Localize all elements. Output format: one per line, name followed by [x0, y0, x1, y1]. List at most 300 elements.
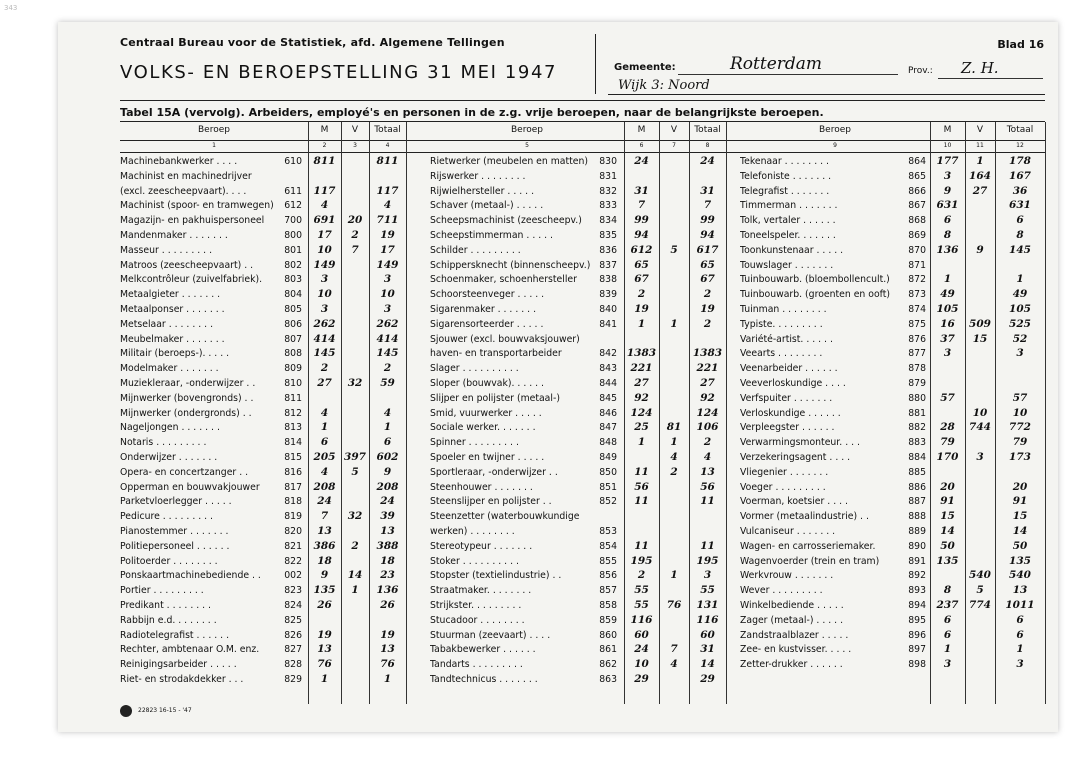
total-count: 19: [380, 628, 395, 641]
male-count: 76: [317, 658, 332, 671]
male-count: 60: [634, 628, 649, 641]
table-row: [740, 585, 1045, 599]
occupation-code: 893: [908, 585, 926, 597]
occupation-label: Touwslager . . . . . . .: [740, 259, 834, 271]
male-count: 10: [317, 243, 332, 256]
male-count: 24: [634, 643, 649, 656]
total-count: 36: [1012, 184, 1028, 197]
occupation-code: 861: [599, 644, 617, 656]
occupation-code: 851: [599, 481, 617, 493]
occupation-code: 885: [908, 466, 926, 478]
table-row: [430, 585, 726, 599]
table-row: [430, 230, 726, 244]
occupation-label: Machinist (spoor- en tramwegen): [120, 200, 274, 212]
header-divider: [595, 34, 596, 94]
female-count: 509: [969, 317, 991, 330]
female-count: 1: [976, 155, 984, 167]
occupation-label: Wagenvoerder (trein en tram): [740, 555, 880, 567]
table-row: [740, 200, 1045, 214]
total-count: 3: [1016, 658, 1024, 671]
occupation-label: Tuinbouwarb. (groenten en ooft): [740, 289, 891, 301]
occupation-label: Portier . . . . . . . . .: [120, 585, 204, 597]
male-count: 177: [936, 155, 959, 167]
occupation-code: 809: [284, 363, 302, 375]
table-row: [120, 541, 406, 555]
male-count: 3: [320, 303, 329, 315]
occupation-label: Wever . . . . . . . . .: [740, 585, 823, 597]
table-row: [120, 496, 406, 510]
total-count: 617: [696, 243, 719, 256]
female-count: 1: [670, 569, 678, 582]
total-count: 23: [380, 569, 395, 582]
occupation-code: 871: [908, 259, 926, 271]
corner-mark: 343: [4, 4, 18, 12]
occupation-code: 800: [284, 230, 302, 241]
occupation-label: Rijwielhersteller . . . . .: [430, 185, 535, 197]
total-count: 602: [376, 451, 399, 463]
occupation-label: Vulcaniseur . . . . . . .: [740, 526, 836, 537]
table-row: [430, 467, 726, 481]
table-row: [740, 245, 1045, 259]
column-header: V: [670, 125, 678, 135]
occupation-label: Telefoniste . . . . . . .: [740, 170, 832, 182]
occupation-code: 002: [284, 570, 302, 582]
female-count: 5: [351, 465, 359, 478]
column-number: 2: [322, 142, 327, 149]
occupation-code: 865: [908, 170, 926, 182]
printer-code: 22823 16-15 - '47: [138, 707, 192, 714]
total-count: 131: [696, 599, 719, 611]
occupation-code: 810: [284, 378, 302, 389]
occupation-code: 834: [599, 215, 617, 227]
total-count: 414: [376, 332, 399, 345]
occupation-label: Mijnwerker (ondergronds) . .: [120, 407, 252, 419]
total-count: 99: [700, 214, 715, 227]
female-count: 1: [670, 436, 678, 449]
printer-stamp-icon: [120, 705, 132, 717]
female-count: 1: [670, 317, 678, 330]
male-count: 3: [943, 347, 952, 360]
table-row: [120, 334, 406, 348]
occupation-label: Pedicure . . . . . . . . .: [120, 511, 214, 523]
total-count: 6: [383, 436, 392, 449]
male-count: 386: [313, 539, 336, 552]
occupation-label: Militair (beroeps-). . . . .: [120, 348, 230, 360]
female-count: 4: [670, 451, 678, 463]
occupation-code: 840: [599, 304, 617, 315]
occupation-label: Telegrafist . . . . . . .: [740, 185, 830, 197]
female-count: 27: [972, 184, 988, 197]
total-count: 1: [383, 421, 392, 434]
occupation-code: 863: [599, 674, 617, 685]
total-count: 3: [383, 303, 392, 315]
male-count: 237: [936, 599, 959, 611]
total-count: 149: [376, 258, 399, 271]
occupation-code: 859: [599, 614, 617, 626]
occupation-code: 824: [284, 600, 302, 611]
occupation-code: 803: [284, 274, 302, 286]
total-count: 2: [703, 436, 712, 449]
male-count: 11: [634, 465, 649, 478]
occupation-label: haven- en transportarbeider: [430, 348, 562, 360]
total-count: 18: [380, 554, 395, 567]
male-count: 9: [943, 184, 952, 197]
table-row: [120, 674, 406, 688]
occupation-code: 822: [284, 555, 302, 567]
occupation-label: Rietwerker (meubelen en matten): [430, 156, 589, 167]
table-row: [430, 659, 726, 673]
male-count: 29: [634, 673, 649, 685]
male-count: 262: [313, 317, 336, 330]
occupation-label: Toneelspeler. . . . . . .: [740, 230, 836, 241]
table-row: [120, 570, 406, 584]
female-count: 3: [976, 451, 984, 463]
male-count: 67: [634, 273, 649, 286]
table-row: [740, 437, 1045, 451]
occupation-label: Meubelmaker . . . . . . .: [120, 333, 225, 345]
total-count: 136: [376, 584, 399, 597]
occupation-code: 811: [284, 392, 302, 404]
table-row: [430, 363, 726, 377]
table-row: [430, 526, 726, 540]
male-count: 1: [943, 273, 952, 286]
total-count: 631: [1009, 199, 1031, 212]
gemeente-value: Rotterdam: [730, 54, 823, 74]
occupation-code: 889: [908, 526, 926, 537]
male-count: 55: [634, 584, 649, 597]
occupation-label: Straatmaker. . . . . . . .: [430, 585, 532, 597]
table-row: [430, 319, 726, 333]
table-row: [120, 437, 406, 451]
occupation-code: 894: [908, 600, 926, 611]
male-count: 25: [634, 421, 649, 434]
occupation-code: 818: [284, 496, 302, 508]
total-count: 6: [1016, 613, 1024, 626]
table-row: [740, 334, 1045, 348]
male-count: 28: [940, 421, 955, 434]
table-row: [120, 171, 406, 185]
occupation-label: Tekenaar . . . . . . . .: [740, 156, 829, 167]
table-row: [430, 570, 726, 584]
table-row: [740, 526, 1045, 540]
total-count: 39: [380, 510, 395, 523]
male-count: 3: [943, 658, 952, 671]
occupation-code: 814: [284, 437, 302, 449]
table-row: [740, 363, 1045, 377]
total-count: 173: [1009, 451, 1031, 463]
total-count: 4: [383, 406, 392, 419]
occupation-code: 833: [599, 200, 617, 212]
table-row: [740, 378, 1045, 392]
occupation-label: Zee- en kustvisser. . . . .: [740, 644, 852, 656]
total-count: 9: [383, 465, 392, 478]
male-count: 8: [943, 584, 952, 597]
male-count: 15: [940, 510, 955, 523]
occupation-code: 845: [599, 392, 617, 404]
total-count: 145: [376, 347, 399, 360]
female-count: 5: [670, 243, 678, 256]
occupation-label: Sloper (bouwvak). . . . . .: [430, 378, 545, 389]
table-row: [120, 260, 406, 274]
male-count: 50: [940, 539, 955, 552]
occupation-code: 825: [284, 614, 302, 626]
total-count: 178: [1009, 155, 1031, 167]
column-rule: [726, 122, 727, 704]
occupation-code: 843: [599, 363, 617, 375]
occupation-label: Zandstraalblazer . . . . .: [740, 629, 849, 641]
occupation-code: 892: [908, 570, 926, 582]
occupation-code: 858: [599, 600, 617, 611]
occupation-code: 848: [599, 437, 617, 449]
male-count: 1: [943, 643, 952, 656]
table-row: [430, 378, 726, 392]
occupation-code: 896: [908, 629, 926, 641]
column-number: 6: [639, 142, 644, 149]
occupation-code: 829: [284, 674, 302, 685]
occupation-code: 820: [284, 526, 302, 537]
female-count: 32: [347, 510, 363, 523]
table-row: [430, 260, 726, 274]
occupation-label: Radiotelegrafist . . . . . .: [120, 629, 230, 641]
total-count: 221: [696, 362, 719, 375]
table-head-rule: [120, 140, 1045, 141]
table-row: [740, 615, 1045, 629]
occupation-code: 846: [599, 407, 617, 419]
total-count: 540: [1009, 569, 1031, 582]
occupation-label: Voerman, koetsier . . . .: [740, 496, 848, 508]
institution-name: Centraal Bureau voor de Statistiek, afd. Algemene Tellingen: [120, 36, 505, 49]
female-count: 2: [351, 539, 359, 552]
prov-value: Z. H.: [961, 59, 999, 77]
occupation-code: 867: [908, 200, 926, 212]
total-count: 105: [1009, 303, 1031, 315]
occupation-code: 897: [908, 644, 926, 656]
male-count: 6: [320, 436, 329, 449]
total-count: 772: [1009, 421, 1031, 434]
table-row: [120, 319, 406, 333]
header-rule-right: [608, 94, 1045, 95]
occupation-label: Masseur . . . . . . . . .: [120, 244, 213, 256]
occupation-code: 831: [599, 170, 617, 182]
occupation-code: 832: [599, 185, 617, 197]
female-count: 9: [976, 243, 984, 256]
occupation-label: Zager (metaal-) . . . . .: [740, 614, 844, 626]
occupation-code: 830: [599, 156, 617, 167]
table-row: [740, 644, 1045, 658]
male-count: 11: [634, 495, 649, 508]
total-count: 8: [1016, 229, 1024, 241]
column-header: Beroep: [511, 125, 543, 135]
table-row: [120, 659, 406, 673]
female-count: 14: [347, 569, 363, 582]
occupation-label: Scheepstimmerman . . . . .: [430, 230, 554, 241]
occupation-label: Stereotypeur . . . . . . .: [430, 540, 533, 552]
table-row: [120, 274, 406, 288]
table-row: [430, 171, 726, 185]
table-row: [120, 289, 406, 303]
total-count: 1: [1016, 643, 1024, 656]
male-count: 19: [634, 303, 649, 315]
occupation-code: 839: [599, 289, 617, 301]
occupation-label: Mijnwerker (bovengronds) . .: [120, 392, 254, 404]
male-count: 117: [313, 184, 336, 197]
occupation-code: 880: [908, 392, 926, 404]
female-count: 744: [969, 421, 991, 434]
table-row: [430, 289, 726, 303]
male-count: 2: [637, 288, 646, 301]
occupation-code: 842: [599, 348, 617, 360]
table-row: [430, 245, 726, 259]
male-count: 27: [317, 377, 332, 389]
male-count: 149: [313, 258, 336, 271]
occupation-code: 847: [599, 422, 617, 434]
total-count: 262: [376, 317, 399, 330]
table-row: [740, 393, 1045, 407]
male-count: 11: [634, 539, 649, 552]
total-count: 711: [376, 214, 399, 227]
table-row: [120, 615, 406, 629]
occupation-label: Ponskaartmachinebediende . .: [120, 570, 261, 582]
occupation-label: Riet- en strodakdekker . . .: [120, 674, 244, 685]
total-count: 4: [383, 199, 392, 212]
male-count: 24: [317, 495, 332, 508]
total-count: 20: [1012, 480, 1028, 493]
table-row: [740, 215, 1045, 229]
occupation-label: Notaris . . . . . . . . .: [120, 437, 207, 449]
male-count: 55: [634, 599, 649, 611]
column-number: 9: [833, 142, 837, 149]
total-count: 24: [700, 155, 715, 167]
female-count: 76: [666, 599, 682, 611]
male-count: 10: [317, 288, 332, 301]
occupation-label: Schippersknecht (binnenscheepv.): [430, 259, 591, 271]
column-header: V: [351, 125, 359, 135]
total-count: 2: [703, 317, 712, 330]
occupation-label: Werkvrouw . . . . . . .: [740, 570, 834, 582]
table-row: [740, 511, 1045, 525]
column-header: Totaal: [374, 125, 401, 135]
total-count: 56: [700, 480, 715, 493]
total-count: 19: [380, 229, 395, 241]
total-count: 1011: [1005, 599, 1035, 611]
table-row: [430, 334, 726, 348]
total-count: 4: [703, 451, 712, 463]
table-row: [120, 511, 406, 525]
occupation-code: 819: [284, 511, 302, 523]
total-count: 13: [1012, 584, 1028, 597]
total-count: 3: [1016, 347, 1024, 360]
table-row: [430, 393, 726, 407]
occupation-code: 816: [284, 466, 302, 478]
male-count: 7: [637, 199, 646, 212]
female-count: 7: [670, 643, 678, 656]
male-count: 17: [317, 229, 332, 241]
table-row: [430, 511, 726, 525]
occupation-code: 876: [908, 333, 926, 345]
total-count: 6: [1016, 214, 1024, 227]
occupation-code: 836: [599, 244, 617, 256]
male-count: 612: [630, 243, 653, 256]
occupation-label: Predikant . . . . . . . .: [120, 600, 212, 611]
occupation-label: Tabakbewerker . . . . . .: [430, 644, 536, 656]
male-count: 14: [940, 525, 955, 537]
occupation-code: 857: [599, 585, 617, 597]
occupation-code: 700: [284, 215, 302, 227]
occupation-code: 868: [908, 215, 926, 227]
male-count: 136: [936, 243, 959, 256]
occupation-label: Melkcontrôleur (zuivelfabriek).: [120, 274, 263, 286]
occupation-code: 869: [908, 230, 926, 241]
table-row: [120, 186, 406, 200]
total-count: 3: [383, 273, 392, 286]
male-count: 2: [320, 362, 329, 375]
occupation-code: 891: [908, 555, 926, 567]
occupation-label: Veearts . . . . . . . .: [740, 348, 823, 360]
occupation-code: 841: [599, 318, 617, 330]
total-count: 67: [700, 273, 715, 286]
total-count: 59: [380, 377, 395, 389]
column-number: 11: [976, 142, 984, 149]
occupation-code: 856: [599, 570, 617, 582]
table-row: [120, 630, 406, 644]
occupation-label: Smid, vuurwerker . . . . .: [430, 407, 542, 419]
occupation-label: Tandtechnicus . . . . . . .: [430, 674, 538, 685]
total-count: 27: [700, 377, 715, 389]
total-count: 11: [700, 539, 715, 552]
table-row: [740, 230, 1045, 244]
occupation-label: Stuurman (zeevaart) . . . .: [430, 629, 551, 641]
male-count: 135: [313, 584, 336, 597]
occupation-label: Spinner . . . . . . . . .: [430, 437, 519, 449]
male-count: 414: [313, 332, 336, 345]
total-count: 65: [700, 258, 715, 271]
occupation-label: Verwarmingsmonteur. . . .: [740, 437, 860, 449]
table-row: [740, 452, 1045, 466]
occupation-label: Sigarensorteerder . . . . .: [430, 318, 544, 330]
table-row: [740, 348, 1045, 362]
female-count: 15: [972, 332, 988, 345]
occupation-code: 884: [908, 452, 926, 463]
male-count: 3: [943, 169, 952, 182]
occupation-code: 808: [284, 348, 302, 360]
occupation-code: 807: [284, 333, 302, 345]
male-count: 4: [320, 199, 329, 212]
total-count: 116: [696, 613, 719, 626]
total-count: 29: [700, 673, 715, 685]
occupation-code: 881: [908, 407, 926, 419]
table-row: [740, 630, 1045, 644]
occupation-code: 850: [599, 466, 617, 478]
occupation-label: Timmerman . . . . . . .: [740, 200, 838, 212]
occupation-code: 877: [908, 348, 926, 360]
occupation-code: 837: [599, 259, 617, 271]
female-count: 7: [351, 243, 359, 256]
female-count: 20: [347, 214, 363, 227]
occupation-label: Matroos (zeescheepvaart) . .: [120, 259, 254, 271]
table-row: [430, 200, 726, 214]
table-row: [740, 171, 1045, 185]
total-count: 24: [380, 495, 395, 508]
total-count: 106: [696, 421, 719, 434]
table-row: [430, 437, 726, 451]
male-count: 37: [940, 332, 955, 345]
total-count: 76: [380, 658, 395, 671]
female-count: 5: [976, 584, 984, 597]
table-row: [430, 348, 726, 362]
occupation-label: Slijper en polijster (metaal-): [430, 392, 560, 404]
table-row: [120, 245, 406, 259]
total-count: 13: [380, 643, 395, 656]
